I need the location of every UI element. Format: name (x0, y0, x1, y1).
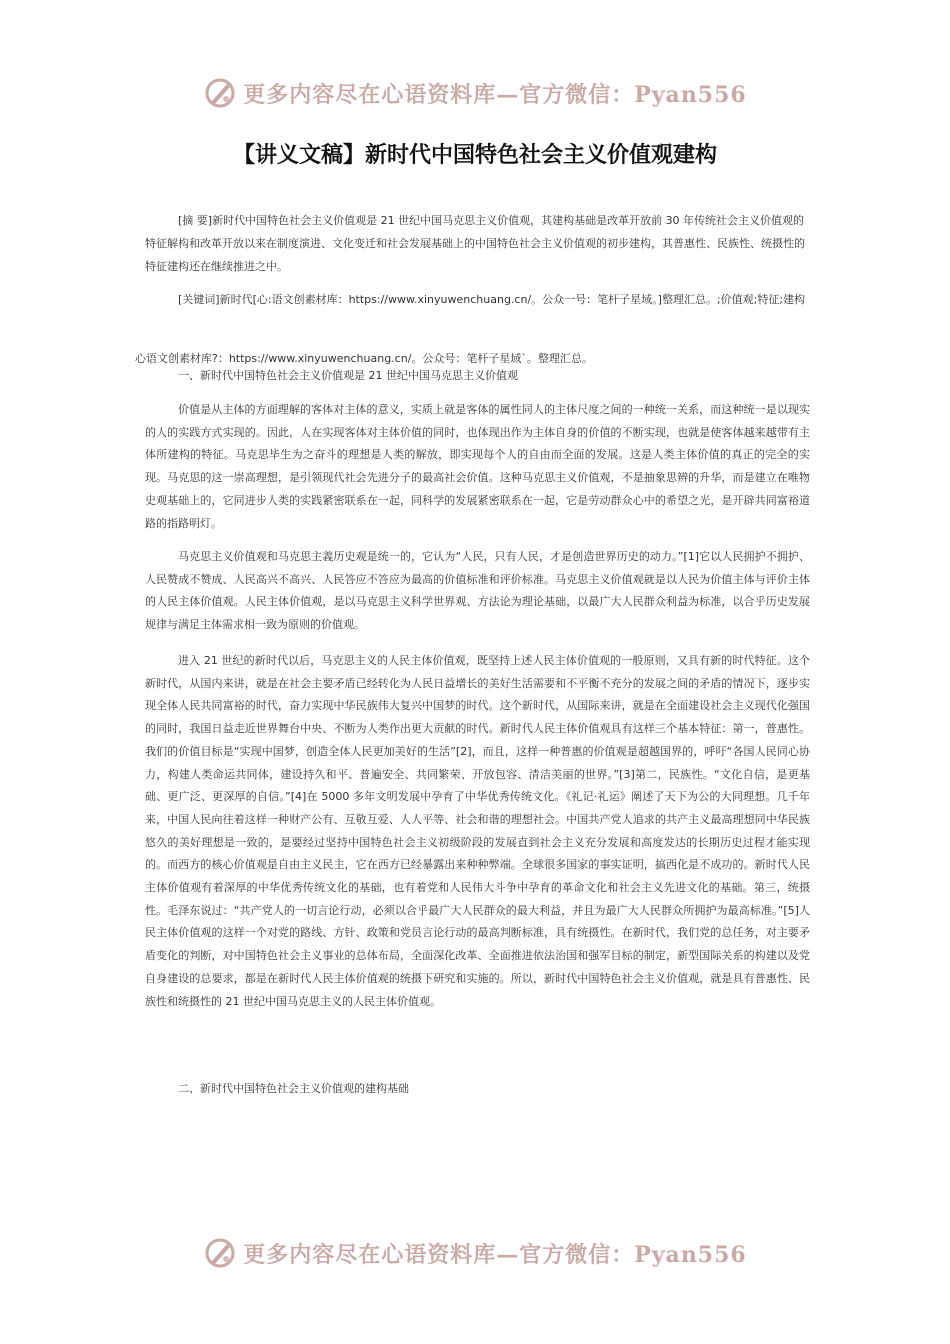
section-heading-1: 一、新时代中国特色社会主义价值观是 21 世纪中国马克思主义价值观 (178, 369, 518, 382)
header-watermark-banner (0, 68, 950, 118)
keywords-paragraph: [关键词]新时代[心:语文创素材库：https://www.xinyuwenchuang.cn/。公众一号：笔杆子星域。]整理汇总。;价值观;特征;建构 (178, 293, 806, 306)
banner-text: 更多内容尽在心语资料库—官方微信：Pyan556 (243, 1241, 747, 1268)
body-paragraph: 马克思主义价值观和马克思主義历史观是统一的，它认为“人民，只有人民，才是创造世界历史的动力。”[1]它以人民拥护不拥护、人民赞成不赞成、人民高兴不高兴、人民答应不答应为最高的价值标准和评价标准。马克思主义价值观就是以人民为价值主体与评价主体的人民主体价值观。人民主体价值观，是以马克思主义科学世界观、方法论为理论基础，以最广大人民群众利益为标准，以合乎历史发展规律与满足主体需求相一致为原则的价值观。 (145, 550, 810, 632)
body-paragraph: 进入 21 世纪的新时代以后，马克思主义的人民主体价值观，既坚持上述人民主体价值观的一般原则，又具有新的时代特征。这个新时代，从国内来讲，就是在社会主要矛盾已经转化为人民日益增长的美好生活需要和不平衡不充分的发展之间的矛盾的情况下，逐步实现全体人民共同富裕的时代，奋力实现中华民族伟大复兴中国梦的时代。这个新时代，从国际来讲，就是在全面建设社会主义现代化强国的同时，我国日益走近世界舞台中央、不断为人类作出更大贡献的时代。新时代人民主体价值观具有这样三个基本特征：第一，普惠性。我们的价值目标是“实现中国梦，创造全体人民更加美好的生活”[2]，而且，这样一种普惠的价值观是超越国界的，呼吁“各国人民同心协力，构建人类命运共同体，建设持久和平、普遍安全、共同繁荣、开放包容、清洁美丽的世界。”[3]第二，民族性。“文化自信，是更基础、更广泛、更深厚的自信。”[4]在 5000 多年文明发展中孕育了中华优秀传统文化。《礼记·礼运》阐述了天下为公的大同理想。几千年来，中国人民向往着这样一种财产公有、互敬互爱、人人平等、社会和谐的理想社会。中国共产党人追求的共产主义最高理想同中华民族悠久的美好理想是一致的，是要经过坚持中国特色社会主义初级阶段的发展直到社会主义充分发展和高度发达的长期历史过程才能实现的。而西方的核心价值观是自由主义民主，它在西方已经暴露出来种种弊端。全球很多国家的事实证明，搞西化是不成功的。新时代人民主体价值观有着深厚的中华优秀传统文化的基础，也有着党和人民伟大斗争中孕育的革命文化和社会主义先进文化的基础。第三，统摄性。毛泽东说过：“共产党人的一切言论行动，必须以合乎最广大人民群众的最大利益，并且为最广大人民群众所拥护为最高标准。”[5]人民主体价值观的这样一个对党的路线、方针、政策和党员言论行动的最高判断标准，具有统摄性。在新时代，我们党的总任务，对主要矛盾变化的判断，对中国特色社会主义事业的总体布局，全面深化改革、全面推进依法治国和强军目标的制定，新型国际关系的构建以及党自身建设的总要求，都是在新时代人民主体价值观的统摄下研究和实施的。所以，新时代中国特色社会主义价值观，就是具有普惠性、民族性和统摄性的 21 世纪中国马克思主义的人民主体价值观。 (145, 654, 810, 1008)
brush-logo-icon (203, 1236, 237, 1270)
abstract-paragraph: [摘 要]新时代中国特色社会主义价值观是 21 世纪中国马克思主义价值观，其建构基础是改革开放前 30 年传统社会主义价值观的特征解构和改革开放以来在制度演进、文化变迁和社会发展基础上的中国特色社会主义价值观的初步建构，其普惠性、民族性、统摄性的特征建构还在继续推进之中。 (145, 214, 805, 273)
section-heading-2: 二、新时代中国特色社会主义价值观的建构基础 (178, 1082, 409, 1095)
body-paragraph: 价值是从主体的方面理解的客体对主体的意义，实质上就是客体的属性同人的主体尺度之间的一种统一关系，而这种统一是以现实的人的实践方式实现的。因此，人在实现客体对主体价值的同时，也体现出作为主体自身的价值的不断实现，也就是使客体越来越带有主体所建构的特征。马克思毕生为之奋斗的理想是人类的解放，即实现每个人的自由而全面的发展。这是人类主体价值的真正的完全的实现。马克思的这一崇高理想，是引领现代社会先进分子的最高社会价值。这种马克思主义价值观，不是抽象思辨的升华，而是建立在唯物史观基础上的，它同进步人类的实践紧密联系在一起，同科学的发展紧密联系在一起，它是劳动群众心中的希望之光，是开辟共同富裕道路的指路明灯。 (145, 403, 810, 530)
document-title: 【讲义文稿】新时代中国特色社会主义价值观建构 (232, 143, 717, 168)
footer-watermark-banner (0, 1228, 950, 1278)
brush-logo-icon (203, 76, 237, 110)
banner-text: 更多内容尽在心语资料库—官方微信：Pyan556 (243, 81, 747, 108)
source-watermark-line: 心语文创素材库?：https://www.xinyuwenchuang.cn/。公众号：笔杆子星域`。整理汇总。 (135, 352, 593, 365)
